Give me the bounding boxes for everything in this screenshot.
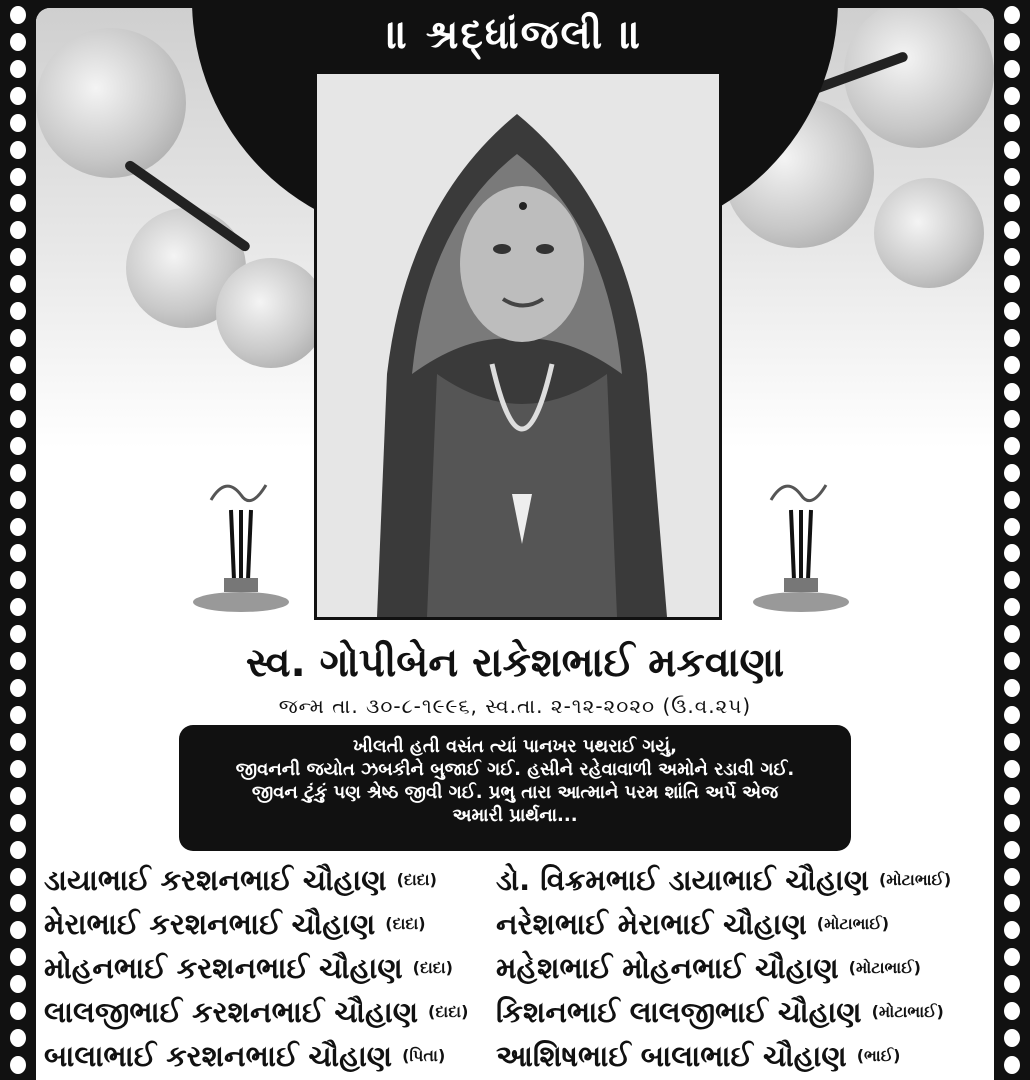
border-dot bbox=[10, 33, 26, 51]
border-dot bbox=[10, 841, 26, 859]
border-dot bbox=[1004, 464, 1020, 482]
border-dot bbox=[10, 544, 26, 562]
border-dot bbox=[10, 141, 26, 159]
border-dot bbox=[10, 1029, 26, 1047]
border-dot bbox=[10, 60, 26, 78]
border-dot bbox=[1004, 921, 1020, 939]
flower-icon bbox=[874, 178, 984, 288]
border-dot bbox=[1004, 141, 1020, 159]
border-dot bbox=[10, 248, 26, 266]
flower-icon bbox=[216, 258, 326, 368]
border-dot bbox=[10, 814, 26, 832]
border-dot bbox=[10, 356, 26, 374]
portrait-placeholder-icon bbox=[317, 74, 719, 617]
member-name: બાલાભાઈ કરશનભાઈ ચૌહાણ bbox=[44, 1038, 393, 1073]
border-dot bbox=[10, 760, 26, 778]
border-dot bbox=[10, 598, 26, 616]
member-name: ડાયાભાઈ કરશનભાઈ ચૌહાણ bbox=[44, 862, 387, 897]
border-dot bbox=[10, 679, 26, 697]
member-relation: (મોટાભાઈ) bbox=[816, 914, 890, 933]
incense-stand-icon bbox=[746, 470, 856, 620]
family-members-list bbox=[44, 858, 994, 1078]
family-member bbox=[496, 990, 994, 1034]
flower-icon bbox=[844, 8, 994, 148]
border-dot bbox=[10, 168, 26, 186]
border-dot bbox=[1004, 975, 1020, 993]
border-dot bbox=[1004, 760, 1020, 778]
flower-icon bbox=[36, 28, 186, 178]
border-dot bbox=[10, 114, 26, 132]
member-name: મહેશભાઈ મોહનભાઈ ચૌહાણ bbox=[496, 950, 839, 985]
member-relation: (દાદા) bbox=[428, 1002, 469, 1021]
border-dot bbox=[10, 221, 26, 239]
member-name: આશિષભાઈ બાલાભાઈ ચૌહાણ bbox=[496, 1038, 847, 1073]
border-dot bbox=[1004, 733, 1020, 751]
family-member bbox=[44, 858, 496, 902]
member-relation: (મોટાભાઈ) bbox=[878, 870, 952, 889]
page-title: ॥ શ્રદ્ધાંજલી ॥ bbox=[386, 12, 644, 58]
deceased-photo bbox=[314, 71, 722, 620]
border-dot bbox=[1004, 948, 1020, 966]
member-name: કિશનભાઈ લાલજીભાઈ ચૌહાણ bbox=[496, 994, 862, 1029]
tribute-line: ખીલતી હતી વસંત ત્યાં પાનખર પથરાઈ ગયું, bbox=[353, 736, 677, 757]
border-dot bbox=[1004, 329, 1020, 347]
border-dot bbox=[1004, 33, 1020, 51]
tribute-line: જીવન ટુંકું પણ શ્રેષ્ઠ જીવી ગઈ. પ્રભુ તારા આત્માને પરમ શાંતિ અર્પે એજ bbox=[251, 782, 779, 803]
member-relation: (દાદા) bbox=[396, 870, 437, 889]
border-dot bbox=[10, 410, 26, 428]
border-dot bbox=[1004, 437, 1020, 455]
member-relation: (ભાઈ) bbox=[856, 1046, 901, 1065]
border-dot bbox=[10, 652, 26, 670]
border-dot bbox=[1004, 114, 1020, 132]
member-name: મોહનભાઈ કરશનભાઈ ચૌહાણ bbox=[44, 950, 403, 985]
member-name: ડો. વિક્રમભાઈ ડાયાભાઈ ચૌહાણ bbox=[496, 862, 869, 897]
border-dot bbox=[10, 194, 26, 212]
left-dotted-border bbox=[0, 0, 36, 1080]
border-dot bbox=[10, 329, 26, 347]
border-dot bbox=[1004, 814, 1020, 832]
incense-stand-icon bbox=[186, 470, 296, 620]
border-dot bbox=[1004, 168, 1020, 186]
border-dot bbox=[1004, 544, 1020, 562]
deceased-name: સ્વ. ગોપીબેન રાકેશભાઈ મકવાણા bbox=[245, 640, 785, 686]
border-dot bbox=[10, 868, 26, 886]
border-dot bbox=[1004, 571, 1020, 589]
border-dot bbox=[10, 625, 26, 643]
border-dot bbox=[10, 1056, 26, 1074]
right-dotted-border bbox=[994, 0, 1030, 1080]
family-member bbox=[44, 1034, 496, 1078]
border-dot bbox=[1004, 1029, 1020, 1047]
family-member bbox=[496, 946, 994, 990]
border-dot bbox=[1004, 598, 1020, 616]
border-dot bbox=[10, 787, 26, 805]
member-name: મેરાભાઈ કરશનભાઈ ચૌહાણ bbox=[44, 906, 376, 941]
border-dot bbox=[1004, 491, 1020, 509]
border-dot bbox=[10, 491, 26, 509]
card-page bbox=[36, 8, 994, 1080]
border-dot bbox=[1004, 87, 1020, 105]
family-member bbox=[496, 902, 994, 946]
border-dot bbox=[10, 437, 26, 455]
member-relation: (મોટાભાઈ) bbox=[871, 1002, 944, 1021]
border-dot bbox=[1004, 60, 1020, 78]
border-dot bbox=[10, 948, 26, 966]
border-dot bbox=[1004, 356, 1020, 374]
member-relation: (પિતા) bbox=[402, 1046, 446, 1065]
birth-death-dates: જન્મ તા. ૩૦-૮-૧૯૯૬, સ્વ.તા. ૨-૧૨-૨૦૨૦ (ઉ.વ.૨૫) bbox=[278, 694, 752, 718]
border-dot bbox=[10, 383, 26, 401]
border-dot bbox=[1004, 6, 1020, 24]
border-dot bbox=[1004, 1056, 1020, 1074]
border-dot bbox=[1004, 1002, 1020, 1020]
border-dot bbox=[10, 1002, 26, 1020]
border-dot bbox=[10, 894, 26, 912]
member-name: લાલજીભાઈ કરશનભાઈ ચૌહાણ bbox=[44, 994, 419, 1029]
border-dot bbox=[1004, 383, 1020, 401]
border-dot bbox=[1004, 679, 1020, 697]
border-dot bbox=[1004, 652, 1020, 670]
family-member bbox=[496, 1034, 994, 1078]
family-member bbox=[44, 902, 496, 946]
border-dot bbox=[1004, 248, 1020, 266]
border-dot bbox=[1004, 518, 1020, 536]
member-relation: (મોટાભાઈ) bbox=[848, 958, 921, 977]
family-member bbox=[496, 858, 994, 902]
border-dot bbox=[1004, 194, 1020, 212]
border-dot bbox=[10, 571, 26, 589]
tribute-message-box bbox=[179, 725, 851, 851]
family-member bbox=[44, 946, 496, 990]
tribute-line: જીવનની જયોત ઝબકીને બુજાઈ ગઈ. હસીને રહેવાવાળી અમોને રડાવી ગઈ. bbox=[235, 759, 795, 780]
border-dot bbox=[1004, 841, 1020, 859]
border-dot bbox=[10, 87, 26, 105]
border-dot bbox=[10, 518, 26, 536]
border-dot bbox=[1004, 302, 1020, 320]
border-dot bbox=[10, 302, 26, 320]
border-dot bbox=[1004, 706, 1020, 724]
border-dot bbox=[10, 706, 26, 724]
border-dot bbox=[10, 464, 26, 482]
border-dot bbox=[10, 733, 26, 751]
border-dot bbox=[1004, 625, 1020, 643]
border-dot bbox=[1004, 275, 1020, 293]
border-dot bbox=[10, 275, 26, 293]
member-relation: (દાદા) bbox=[385, 914, 426, 933]
border-dot bbox=[1004, 894, 1020, 912]
member-name: નરેશભાઈ મેરાભાઈ ચૌહાણ bbox=[496, 906, 807, 941]
border-dot bbox=[1004, 868, 1020, 886]
border-dot bbox=[10, 6, 26, 24]
border-dot bbox=[1004, 410, 1020, 428]
family-member bbox=[44, 990, 496, 1034]
tribute-line: અમારી પ્રાર્થના... bbox=[452, 805, 578, 826]
border-dot bbox=[10, 921, 26, 939]
border-dot bbox=[1004, 221, 1020, 239]
member-relation: (દાદા) bbox=[412, 958, 453, 977]
border-dot bbox=[1004, 787, 1020, 805]
border-dot bbox=[10, 975, 26, 993]
